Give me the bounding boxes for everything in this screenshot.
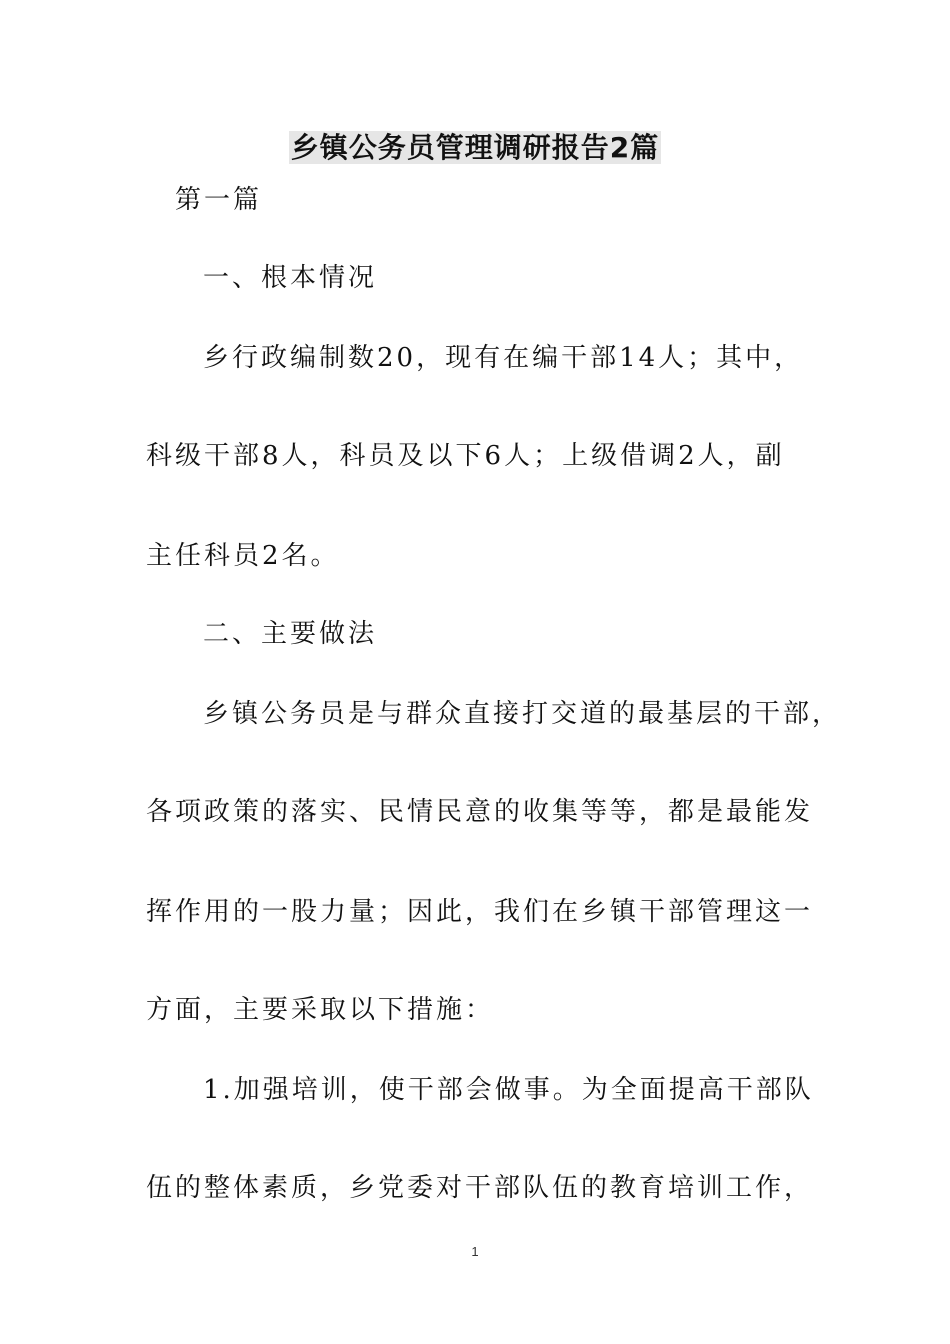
heading-basic-situation: 一、根本情况 bbox=[203, 263, 378, 293]
paragraph-line: 方面，主要采取以下措施： bbox=[146, 995, 495, 1025]
heading-main-practices: 二、主要做法 bbox=[203, 619, 378, 649]
page-number: 1 bbox=[471, 1244, 479, 1259]
paragraph-line: 主任科员2名。 bbox=[146, 541, 340, 571]
document-title-text: 乡镇公务员管理调研报告2篇 bbox=[290, 131, 660, 164]
paragraph-line: 乡行政编制数20，现有在编干部14人；其中， bbox=[203, 343, 804, 373]
paragraph-line: 1.加强培训，使干部会做事。为全面提高干部队 bbox=[203, 1075, 814, 1105]
document-title bbox=[0, 128, 950, 168]
paragraph-line: 乡镇公务员是与群众直接打交道的最基层的干部， bbox=[203, 699, 842, 729]
section-label: 第一篇 bbox=[175, 185, 263, 215]
paragraph-line: 挥作用的一股力量；因此，我们在乡镇干部管理这一 bbox=[146, 897, 814, 927]
paragraph-line: 伍的整体素质，乡党委对干部队伍的教育培训工作， bbox=[146, 1173, 814, 1203]
paragraph-line: 科级干部8人，科员及以下6人；上级借调2人，副 bbox=[146, 441, 785, 471]
paragraph-line: 各项政策的落实、民情民意的收集等等，都是最能发 bbox=[146, 797, 814, 827]
